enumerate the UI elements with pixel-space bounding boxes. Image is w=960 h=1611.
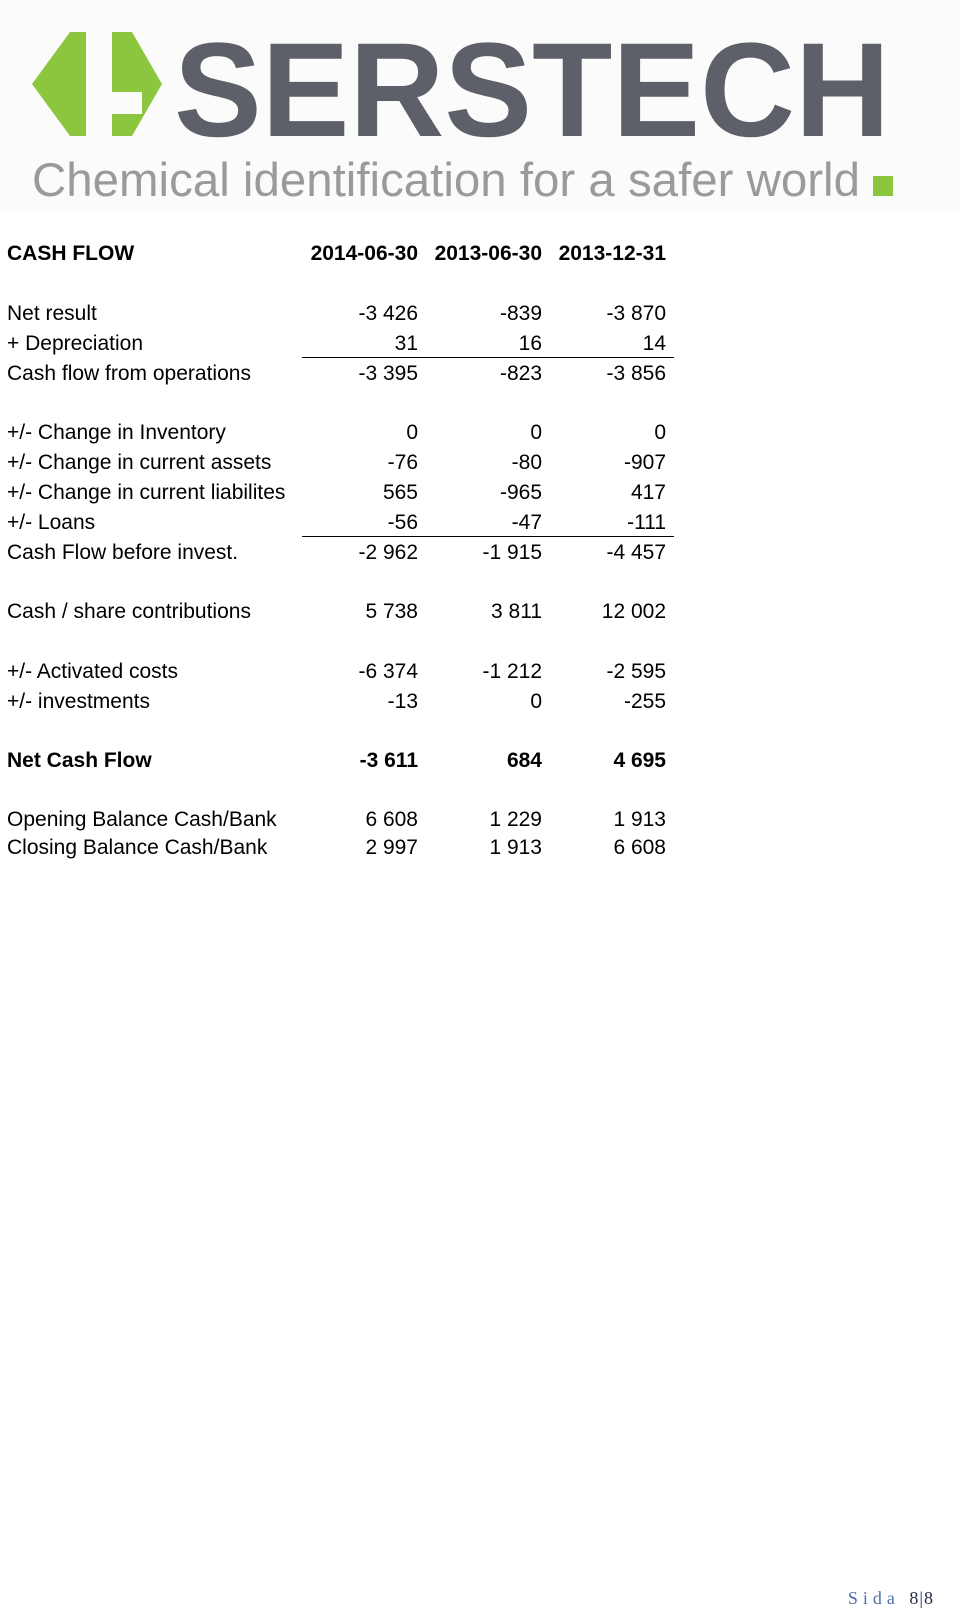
- cell-value: -907: [623, 451, 666, 474]
- column-header: 2013-12-31: [558, 242, 666, 265]
- page-header: [0, 0, 960, 212]
- table-row: [0, 539, 680, 567]
- cell-value: 0: [654, 421, 666, 444]
- cell-value: 5 738: [365, 600, 418, 623]
- cell-value: -255: [623, 690, 666, 713]
- cell-value: 417: [630, 481, 666, 504]
- cell-value: 565: [382, 481, 418, 504]
- cell-value: 16: [518, 332, 542, 355]
- row-label: Cash flow from operations: [7, 362, 251, 385]
- cell-value: 31: [394, 332, 418, 355]
- logo-tagline: Chemical identification for a safer world: [32, 153, 860, 206]
- row-label: +/- Change in current liabilites: [7, 481, 286, 504]
- cell-value: 6 608: [365, 808, 418, 831]
- cell-value: -13: [387, 690, 418, 713]
- cell-value: -1 915: [482, 541, 542, 564]
- column-header: 2014-06-30: [310, 242, 418, 265]
- cell-value: -111: [627, 511, 666, 534]
- cell-value: 0: [530, 421, 542, 444]
- cell-value: -3 856: [606, 362, 666, 385]
- cell-value: 2 997: [365, 836, 418, 859]
- table-row: [0, 419, 680, 447]
- table-row: [0, 806, 680, 834]
- cell-value: 3 811: [491, 600, 542, 623]
- cell-value: 0: [530, 690, 542, 713]
- row-label: +/- Change in current assets: [7, 451, 272, 474]
- row-label: Closing Balance Cash/Bank: [7, 836, 268, 859]
- row-label: Net Cash Flow: [7, 749, 152, 772]
- table-title: CASH FLOW: [7, 242, 135, 265]
- table-row: [0, 479, 680, 507]
- logo-h-stem-left: [86, 32, 112, 136]
- cell-value: -80: [511, 451, 542, 474]
- cell-value: -4 457: [606, 541, 666, 564]
- table-row: [0, 688, 680, 716]
- page-separator: |: [919, 1588, 924, 1608]
- cell-value: -2 962: [358, 541, 418, 564]
- row-label: +/- Activated costs: [7, 660, 178, 683]
- row-label: Cash Flow before invest.: [7, 541, 239, 564]
- table-row: [0, 449, 680, 477]
- cell-value: 0: [406, 421, 418, 444]
- cell-value: -3 870: [606, 302, 666, 325]
- table-row: [0, 330, 680, 358]
- cell-value: -47: [511, 511, 542, 534]
- table-header-row: [0, 240, 680, 268]
- cell-value: 1 913: [613, 808, 666, 831]
- cell-value: -3 395: [358, 362, 418, 385]
- cell-value: 12 002: [601, 600, 666, 623]
- cell-value: -76: [387, 451, 418, 474]
- cell-value: -3 611: [359, 749, 418, 772]
- logo-wordmark: SERSTECH: [174, 16, 890, 165]
- table-row-total: [0, 747, 680, 775]
- cell-value: 684: [506, 749, 542, 772]
- cell-value: -3 426: [358, 302, 418, 325]
- row-label: +/- investments: [7, 690, 150, 713]
- cell-value: -6 374: [358, 660, 418, 683]
- row-label: Cash / share contributions: [7, 600, 251, 623]
- cell-value: 14: [642, 332, 666, 355]
- logo-h-bar: [86, 92, 142, 114]
- column-header: 2013-06-30: [434, 242, 542, 265]
- page-label: Sida: [847, 1588, 900, 1608]
- page-total: 8: [924, 1588, 934, 1608]
- page-footer: [848, 1588, 934, 1609]
- subtotal-rule: [302, 357, 674, 358]
- cell-value: -965: [499, 481, 542, 504]
- table-row: [0, 300, 680, 328]
- page-number: 8: [909, 1588, 920, 1608]
- table-row: [0, 834, 680, 862]
- cell-value: -56: [387, 511, 418, 534]
- row-label: +/- Loans: [7, 511, 96, 534]
- table-row: [0, 509, 680, 537]
- cell-value: 4 695: [613, 749, 666, 772]
- cell-value: -839: [499, 302, 542, 325]
- row-label: +/- Change in Inventory: [7, 421, 226, 444]
- table-row: [0, 360, 680, 388]
- table-row: [0, 658, 680, 686]
- row-label: Net result: [7, 302, 97, 325]
- serstech-logo: [0, 0, 960, 212]
- table-row: [0, 598, 680, 626]
- cell-value: 1 913: [489, 836, 542, 859]
- cell-value: 6 608: [613, 836, 666, 859]
- cell-value: -823: [499, 362, 542, 385]
- cell-value: -2 595: [606, 660, 666, 683]
- cell-value: -1 212: [482, 660, 542, 683]
- row-label: Opening Balance Cash/Bank: [7, 808, 277, 831]
- tagline-square-icon: [873, 176, 893, 196]
- subtotal-rule: [302, 536, 674, 537]
- row-label: + Depreciation: [7, 332, 143, 355]
- cell-value: 1 229: [489, 808, 542, 831]
